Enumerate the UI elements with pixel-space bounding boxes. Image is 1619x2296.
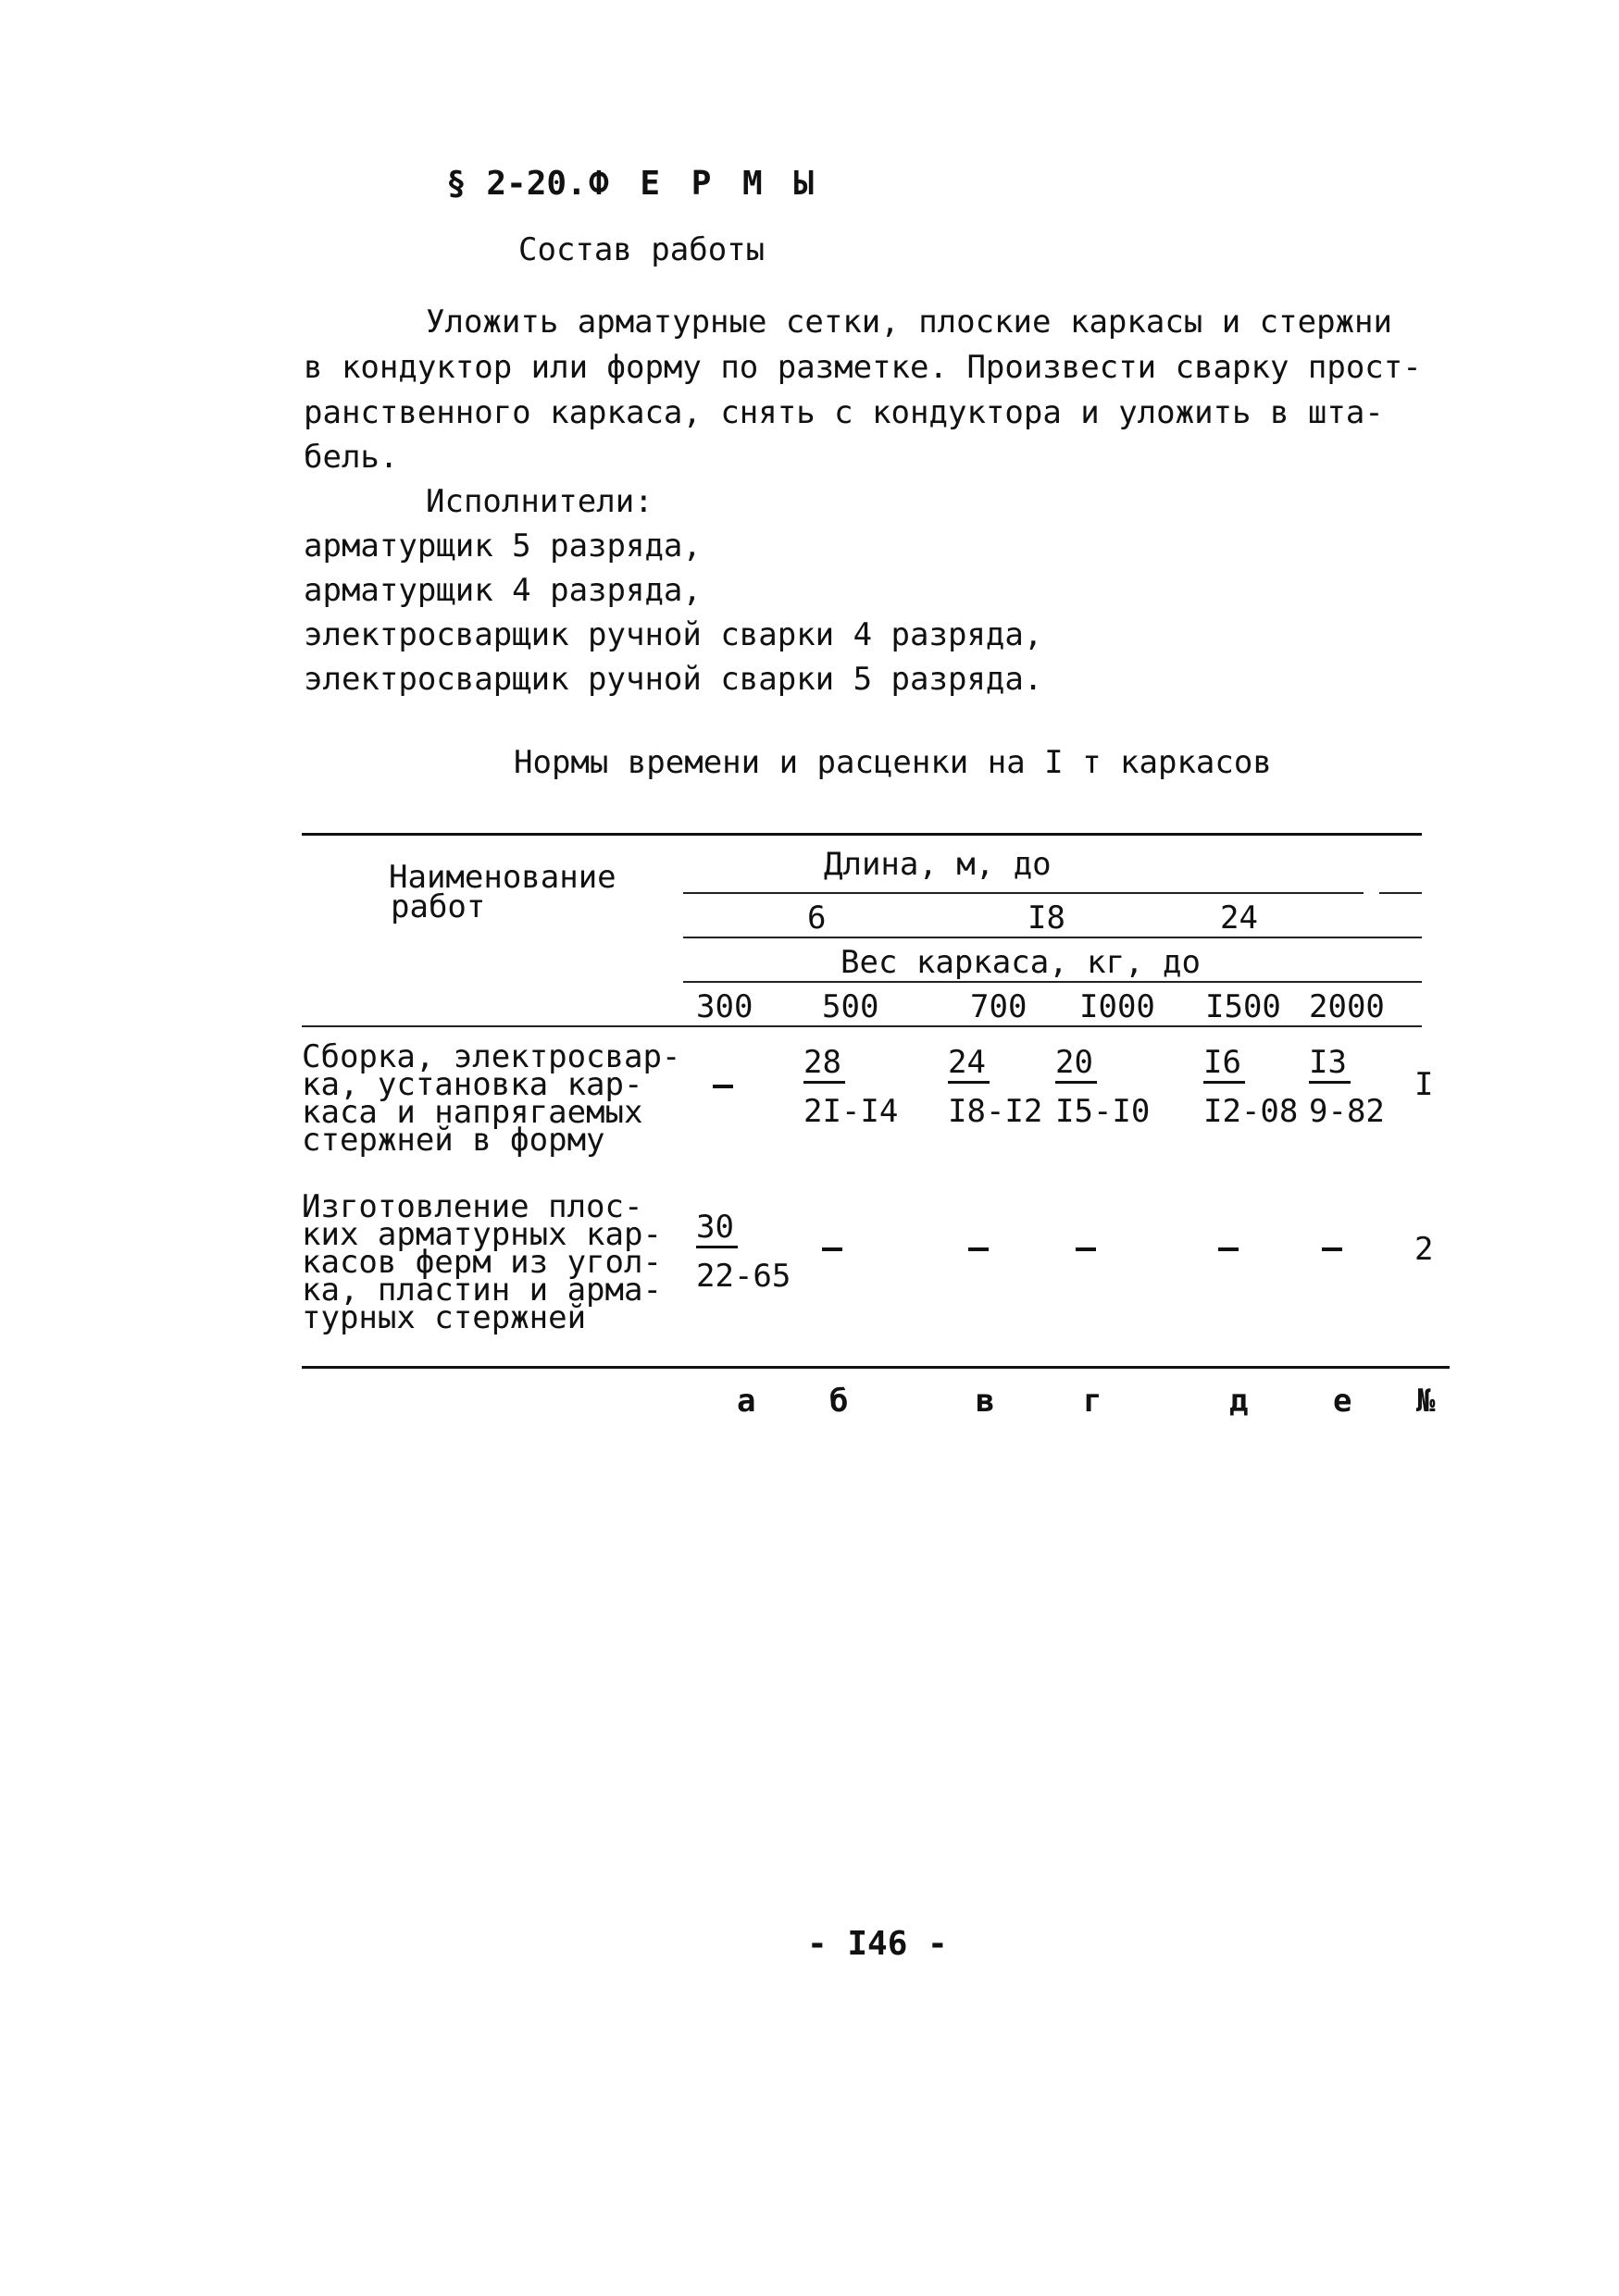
work-composition-line-1: Уложить арматурные сетки, плоские каркасы и стержни <box>426 304 1392 341</box>
row-1-name: ка, установка кар- <box>302 1066 643 1103</box>
norm-value: 20 <box>1055 1044 1097 1084</box>
price-value: I2-08 <box>1203 1093 1299 1130</box>
row-1-col-a-dash <box>713 1085 733 1088</box>
row-2-name: касов ферм из угол- <box>302 1244 662 1281</box>
row-2-name: Изготовление плос- <box>302 1188 643 1225</box>
table-header-length-value: 6 <box>807 900 827 937</box>
performer-item: электросварщик ручной сварки 5 разряда. <box>304 661 1043 698</box>
price-value: 9-82 <box>1309 1093 1385 1130</box>
price-value: 2I-I4 <box>803 1093 899 1130</box>
section-number: § 2-20. <box>446 165 587 203</box>
work-composition-heading: Состав работы <box>518 231 766 268</box>
table-header-weight-value: I000 <box>1079 988 1155 1025</box>
work-composition-line-4: бель. <box>304 439 399 476</box>
column-letter: б <box>829 1383 849 1420</box>
column-letter: в <box>976 1383 995 1420</box>
performer-item: арматурщик 4 разряда, <box>304 572 702 609</box>
table-header-name: Наименование <box>389 859 616 896</box>
header-rule-weight <box>683 981 1422 983</box>
work-composition-line-2: в кондуктор или форму по разметке. Произвести сварку прост- <box>304 349 1422 386</box>
table-top-rule <box>302 833 1422 836</box>
row-2-col-e-dash <box>1322 1247 1342 1251</box>
row-2-name: турных стержней <box>302 1299 587 1336</box>
row-2-number: 2 <box>1414 1231 1434 1268</box>
table-caption: Нормы времени и расценки на I т каркасов <box>514 744 1272 781</box>
header-rule-lengths <box>683 937 1422 938</box>
norm-value: I3 <box>1309 1044 1351 1084</box>
row-2-col-d-dash <box>1218 1247 1239 1251</box>
header-rule-length-end <box>1379 892 1422 894</box>
row-1-col-v <box>948 1044 1042 1130</box>
table-bottom-rule <box>302 1366 1450 1369</box>
table-header-weight-value: 500 <box>822 988 879 1025</box>
table-header-weight-value: I500 <box>1205 988 1281 1025</box>
row-2-col-g-dash <box>1076 1247 1096 1251</box>
table-header-weight-value: 2000 <box>1309 988 1385 1025</box>
row-2-col-v-dash <box>968 1247 989 1251</box>
row-1-col-g <box>1055 1044 1150 1130</box>
norm-value: 30 <box>696 1209 738 1248</box>
column-letter: г <box>1083 1383 1102 1420</box>
norm-value: 28 <box>803 1044 845 1084</box>
price-value: I5-I0 <box>1055 1093 1151 1130</box>
column-letter: е <box>1333 1383 1352 1420</box>
header-rule-weights <box>302 1025 1422 1027</box>
table-header-name: работ <box>391 888 486 925</box>
performers-heading: Исполнители: <box>426 483 654 520</box>
column-letter: д <box>1229 1383 1249 1420</box>
row-1-col-e <box>1309 1044 1385 1130</box>
page-number: - I46 - <box>807 1925 948 1963</box>
row-1-number: I <box>1414 1066 1434 1103</box>
column-letter: а <box>737 1383 756 1420</box>
work-composition-line-3: ранственного каркаса, снять с кондуктора и уложить в шта- <box>304 394 1384 431</box>
norm-value: 24 <box>948 1044 990 1084</box>
norm-value: I6 <box>1203 1044 1245 1084</box>
table-header-weight: Вес каркаса, кг, до <box>841 944 1201 981</box>
price-value: I8-I2 <box>948 1093 1043 1130</box>
row-1-name: стержней в форму <box>302 1122 605 1159</box>
table-header-length-value: I8 <box>1027 900 1065 937</box>
section-title: Ф Е Р М Ы <box>589 165 820 203</box>
row-2-col-a <box>696 1209 791 1295</box>
table-header-weight-value: 300 <box>696 988 753 1025</box>
row-1-col-d <box>1203 1044 1298 1130</box>
table-header-weight-value: 700 <box>970 988 1027 1025</box>
row-1-col-b <box>803 1044 898 1130</box>
performer-item: электросварщик ручной сварки 4 разряда, <box>304 616 1043 653</box>
row-2-col-b-dash <box>822 1247 842 1251</box>
table-header-length-value: 24 <box>1220 900 1258 937</box>
table-header-length: Длина, м, до <box>824 846 1052 883</box>
row-1-name: каса и напрягаемых <box>302 1094 643 1131</box>
header-rule-length <box>683 892 1364 894</box>
row-1-name: Сборка, электросвар- <box>302 1038 681 1075</box>
row-2-name: ких арматурных кар- <box>302 1216 662 1253</box>
price-value: 22-65 <box>696 1258 791 1295</box>
row-2-name: ка, пластин и арма- <box>302 1272 662 1309</box>
performer-item: арматурщик 5 разряда, <box>304 527 702 565</box>
row-number-label: № <box>1416 1383 1436 1420</box>
